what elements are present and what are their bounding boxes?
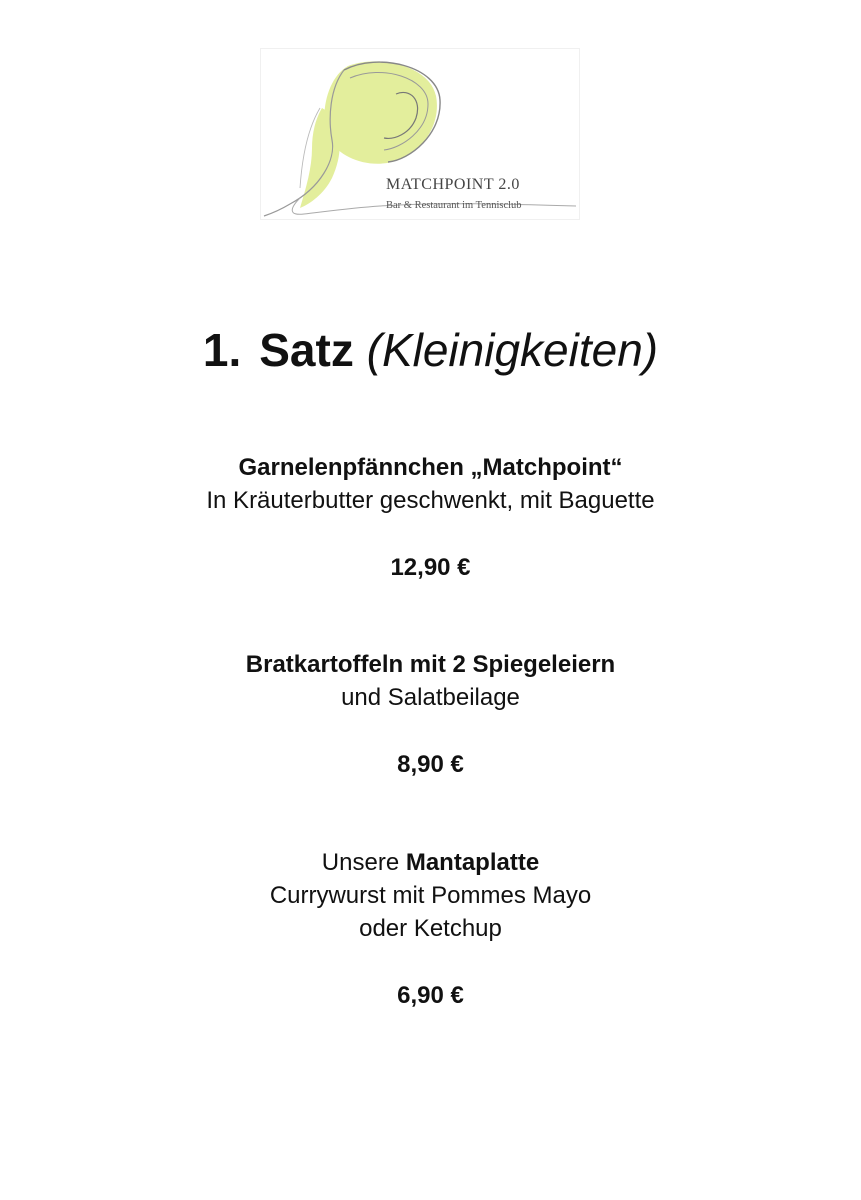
menu-item-description: Currywurst mit Pommes Mayo <box>269 882 592 909</box>
matchpoint-logo <box>260 48 580 220</box>
menu-item-heading <box>0 846 861 879</box>
menu-item-description: In Kräuterbutter geschwenkt, mit Baguette <box>206 487 655 514</box>
menu-item <box>0 648 861 714</box>
menu-item-description: und Salatbeilage <box>341 684 520 711</box>
logo-brand-name: MATCHPOINT 2.0 <box>386 176 520 193</box>
title-word: Satz <box>259 324 354 376</box>
menu-item-title: Bratkartoffeln mit 2 Spiegeleiern <box>245 651 616 678</box>
menu-item <box>0 451 861 517</box>
menu-item-title: Garnelenpfännchen „Matchpoint“ <box>238 454 623 481</box>
tennis-racket-logo-icon <box>260 48 580 220</box>
menu-item-prefix: Unsere <box>321 849 400 876</box>
menu-item <box>0 846 861 945</box>
menu-item-price: 6,90 € <box>397 982 464 1009</box>
menu-item-price: 12,90 € <box>390 554 471 581</box>
title-subtitle: (Kleinigkeiten) <box>366 324 659 376</box>
menu-item-price: 8,90 € <box>397 751 464 778</box>
logo-tagline: Bar & Restaurant im Tennisclub <box>386 200 522 211</box>
menu-item-description: oder Ketchup <box>359 915 502 942</box>
menu-item-title: Mantaplatte <box>405 849 540 876</box>
page-title <box>0 320 861 380</box>
title-number: 1. <box>202 324 242 376</box>
